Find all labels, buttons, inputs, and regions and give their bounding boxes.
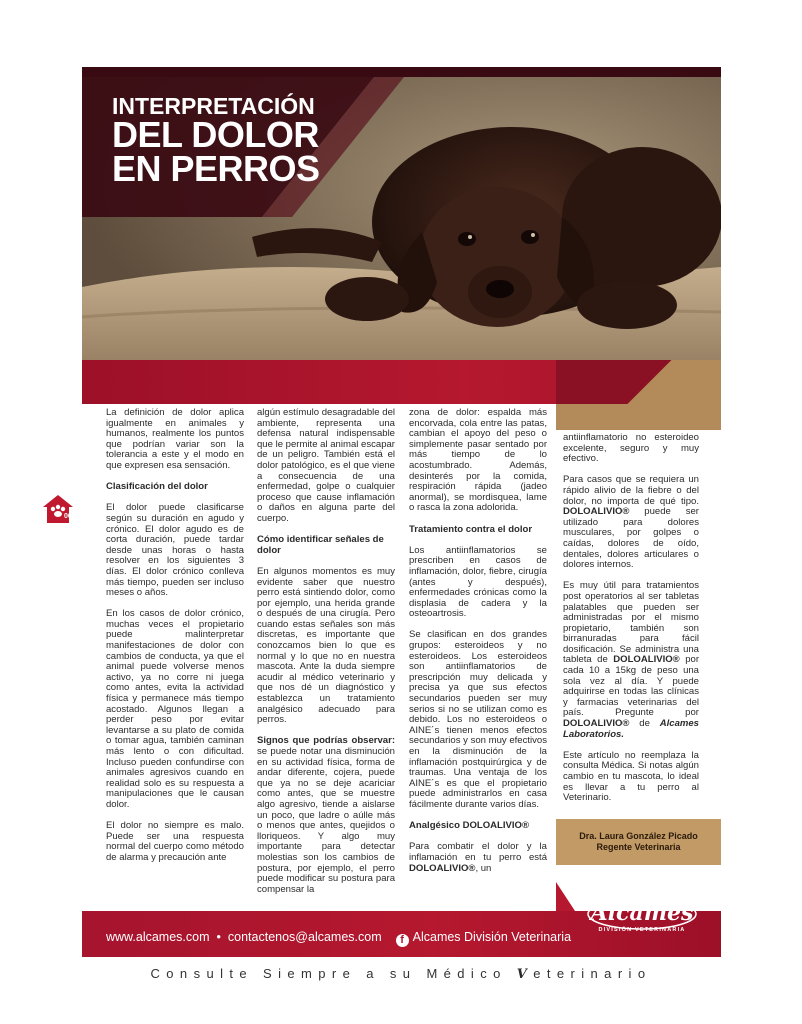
tan-block: [556, 404, 721, 430]
page-title: [112, 93, 372, 189]
paragraph-text: se puede notar una disminución en su actividad física, forma de andar diferente, cojera, puede que ya no se deje acariciar como antes, que se muestre algo agresivo, tiende a aislarse un poco, que ladre o aúlle más o menos que antes, quejidos o lloriqueos. Y algo muy importante para detectar molestias son los cambios de postura, por ejemplo, el perro puede modificar su postura para compensar la: [257, 746, 395, 895]
paragraph: antiinflamatorio no esteroideo excelente, seguro y muy efectivo.: [563, 432, 699, 465]
paragraph-text: por cada 10 a 15kg de peso una sola vez al día. Y puede adquirirse en todas las clínicas y farmacias veterinarias del país. Pregunte por: [563, 654, 699, 719]
paragraph-text: puede ser utilizado para dolores musculares, por golpes o caídas, dolores de oído, dentales, dolores articulares o dolores internos.: [563, 506, 699, 571]
page-number: 06: [64, 513, 72, 520]
footer-contacts: [106, 930, 571, 947]
company-name: Alcames Laboratorios.: [563, 718, 699, 740]
column-4: [563, 433, 699, 814]
column-1: [106, 408, 244, 874]
email-link[interactable]: contactenos@alcames.com: [227, 930, 382, 944]
facebook-icon: f: [396, 934, 409, 947]
title-line-3: EN PERROS: [112, 148, 320, 189]
title-line-2: DEL DOLOR: [112, 114, 319, 155]
brand-name: Alcames: [590, 900, 694, 926]
hero-top-bar: [82, 67, 721, 77]
paragraph: El dolor puede clasificarse según su duración en agudo y crónico. El dolor agudo es de corta duración, puede tardar desde unas horas o hasta resolver en los siguientes 3 días. El dolor crónico conlleva más tiempo, pueden ser incluso meses o años.: [106, 502, 244, 599]
paragraph: [563, 475, 699, 570]
separator: •: [216, 930, 221, 944]
paragraph: Este artículo no reemplaza la consulta Médica. Si notas algún cambio en tu mascota, lo ideal es llevar a tu perro al Veterinario.: [563, 749, 699, 804]
paragraph: En algunos momentos es muy evidente saber que nuestro perro está sintiendo dolor, como por ejemplo, una herida grande o después de una cirugía. Pero cuando estas señales son más discretas, es importante que conozcamos bien lo que es normal y lo que no en nuestra mascota. Ante la duda siempre acudir al médico veterinario y que nos dé un diagnóstico y establezca un tratamiento analgésico adecuado para perros.: [257, 565, 395, 726]
consult-tagline: [0, 966, 802, 982]
tagline-text: eterinario: [533, 966, 652, 981]
column-3: [409, 408, 547, 885]
title-line-1: INTERPRETACIÓN: [112, 93, 315, 119]
paragraph-text: de: [629, 718, 660, 730]
paragraph: algún estímulo desagradable del ambiente, representa una defensa natural indispensable que le permite al animal escapar de un peligro. También está el dolor patológico, es el que viene a consecuencia de una enfermedad, golpe o cualquier proceso que cause inflamación o daños en alguna parte del cuerpo.: [257, 407, 395, 524]
paragraph-text: , un: [475, 862, 492, 874]
product-name: DOLOALIVIO®: [563, 718, 630, 730]
product-name: DOLOALIVIO®: [563, 506, 630, 518]
section-heading: Clasificación del dolor: [106, 481, 208, 493]
house-pet-icon: [40, 493, 76, 530]
paragraph: La definición de dolor aplica igualmente en animales y humanos, realmente los puntos que podrían variar son la tolerancia a este y el modo en que expresen esa sensación.: [106, 407, 244, 471]
paragraph: Los antiinflamatorios se prescriben en casos de inflamación, dolor, fiebre, cirugía (antes y después), enfermedades crónicas como la displasia de cadera y la osteoartrosis.: [409, 544, 547, 620]
author-name: Dra. Laura González Picado: [579, 831, 698, 841]
vet-mark-icon: V: [516, 967, 534, 982]
paragraph: zona de dolor: espalda más encorvada, cola entre las patas, cambian el apoyo del peso o simplemente pasar sentado por más tiempo de lo acostumbrado. Además, desinterés por la comida, respiración rápida (jadeo anormal), se mordisquea, lame o rasca la zona adolorida.: [409, 407, 547, 514]
band-accent: [556, 360, 721, 404]
paragraph: [257, 736, 395, 895]
product-name: DOLOALIVIO®: [613, 654, 680, 666]
paragraph: [563, 581, 699, 740]
paragraph-text: Para casos que se requiera un rápido alivio de la fiebre o del dolor, no importa de qué tipo.: [563, 474, 699, 507]
paragraph: Se clasifican en dos grandes grupos: esteroideos y no esteroideos. Los esteroideos son antiinflamatorios de prescripción muy delicada y precisa ya que sus efectos secundarios pueden ser muy serios si no se utilizan como es debido. Los no esteroideos o AINE´s tienen menos efectos secundarios y son muy efectivos en la disminución de la inflamación postquirúrgica y de traumas. Una ventaja de los AINE´s es que el propietario puede administrarlos en casa fácilmente durante varios días.: [409, 629, 547, 810]
brand-subtitle: DIVISIÓN VETERINARIA: [598, 927, 686, 933]
section-heading: Cómo identificar señales de dolor: [257, 534, 384, 556]
paragraph-text: Es muy útil para tratamientos post operatorios al ser tabletas palatables que pueden ser administradas por el mismo propietario, también son birranuradas para fácil dosificación. Se administra una tableta de: [563, 580, 699, 666]
brand-logo: [582, 893, 702, 953]
column-2: [257, 408, 395, 906]
author-box: [556, 819, 721, 865]
paragraph: En los casos de dolor crónico, muchas veces el propietario puede malinterpretar manifestaciones de dolor con cambios de conducta, ya que el animal puede volverse menos activo, ya no corre ni juega como antes, evita la actividad física y permanece más tiempo acostado. Algunos llegan a perder peso por evitar levantarse a su plato de comida o tomar agua, también caminan más lento o con dificultad. Incluso pueden confundirse con animales agresivos cuando en realidad solo es su respuesta a manipulaciones que le causan dolor.: [106, 608, 244, 810]
facebook-link[interactable]: Alcames División Veterinaria: [412, 930, 572, 944]
paragraph: [409, 842, 547, 874]
footer-notch-slope: [556, 882, 575, 911]
author-role: Regente Veterinaria: [596, 842, 681, 852]
website-link[interactable]: www.alcames.com: [106, 930, 210, 944]
paragraph: El dolor no siempre es malo. Puede ser una respuesta normal del cuerpo como método de alarma y precaución ante: [106, 820, 244, 863]
section-heading: Analgésico DOLOALIVIO®: [409, 820, 530, 832]
tagline-text: Consulte Siempre a su Médico: [150, 966, 517, 981]
product-name: DOLOALIVIO®: [409, 862, 476, 874]
paragraph-text: Para combatir el dolor y la inflamación en tu perro está: [409, 841, 547, 863]
inline-heading: Signos que podrías observar:: [257, 735, 395, 747]
section-heading: Tratamiento contra el dolor: [409, 523, 533, 535]
